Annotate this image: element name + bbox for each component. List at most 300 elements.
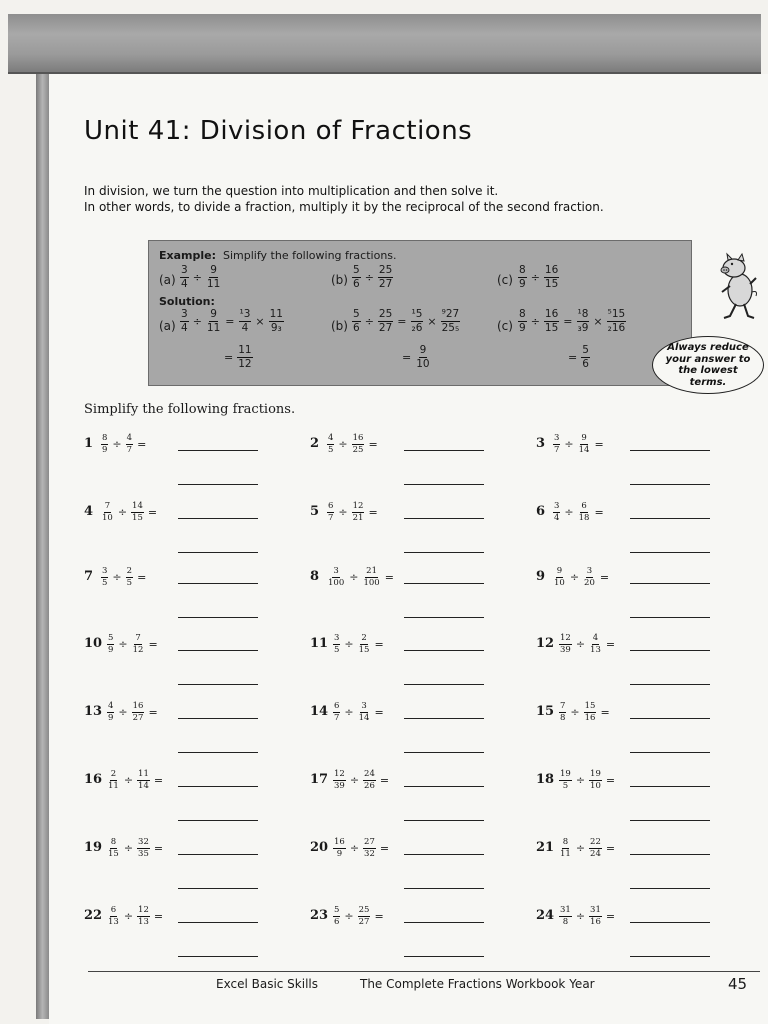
denominator: 4 [181, 277, 188, 290]
fraction [577, 309, 590, 333]
fraction [352, 309, 361, 333]
equals-sign: = [374, 705, 384, 719]
divide-sign: ÷ [123, 773, 134, 787]
question-1 [84, 433, 284, 473]
working-line[interactable] [178, 752, 258, 753]
denominator: 39 [560, 644, 571, 655]
denominator: 9 [102, 444, 108, 455]
times-sign: × [255, 314, 265, 328]
dividend-fraction [107, 770, 120, 790]
divisor-fraction [132, 702, 145, 722]
divisor-fraction [584, 702, 597, 722]
equals-sign: = [368, 505, 378, 519]
question-8 [310, 566, 510, 606]
denominator: 20 [584, 577, 595, 588]
divisor-fraction [132, 634, 145, 654]
dividend-fraction [101, 434, 108, 454]
answer-line[interactable] [404, 518, 484, 519]
question-17 [310, 769, 510, 809]
working-line[interactable] [178, 956, 258, 957]
equals-sign: = [224, 350, 234, 364]
numerator: 2 [126, 566, 133, 576]
answer-line[interactable] [630, 650, 710, 651]
divide-sign: ÷ [349, 570, 359, 584]
dividend-fraction [101, 567, 108, 587]
dividend-fraction [101, 502, 114, 522]
equals-sign: = [374, 909, 384, 923]
working-line[interactable] [178, 484, 258, 485]
dividend-fraction [107, 702, 114, 722]
equals-sign: = [605, 637, 616, 651]
equals-sign: = [153, 841, 164, 855]
dividend-fraction [553, 434, 560, 454]
numerator: 11 [269, 308, 283, 320]
divide-sign: ÷ [569, 570, 580, 584]
answer-line[interactable] [178, 583, 258, 584]
denominator: 27 [358, 916, 370, 927]
answer-line[interactable] [630, 583, 710, 584]
dividend-fraction [559, 906, 572, 926]
answer-line[interactable] [178, 854, 258, 855]
divisor-fraction [126, 434, 133, 454]
question-number: 15 [536, 704, 555, 719]
numerator: 9 [556, 566, 563, 576]
working-line[interactable] [178, 617, 258, 618]
divide-sign: ÷ [112, 570, 122, 584]
divide-sign: ÷ [564, 437, 574, 451]
question-23 [310, 905, 510, 945]
solution-tag-b: (b) [331, 319, 348, 333]
fraction [206, 309, 221, 333]
numerator: 3 [554, 501, 560, 511]
numerator: 3 [586, 566, 593, 576]
dividend-fraction [107, 634, 114, 654]
numerator: 25 [378, 308, 393, 320]
denominator: 9₃ [270, 321, 282, 334]
denominator: 9 [336, 848, 343, 859]
answer-line[interactable] [404, 583, 484, 584]
question-number: 16 [84, 772, 103, 787]
working-line[interactable] [178, 552, 258, 553]
question-number: 9 [536, 569, 546, 584]
divisor-fraction [352, 502, 365, 522]
times-sign: × [593, 314, 603, 328]
denominator: 10 [590, 780, 601, 791]
denominator: 6 [334, 916, 340, 927]
example-tag-a: (a) [159, 273, 176, 287]
divide-sign: ÷ [344, 909, 354, 923]
answer-line[interactable] [630, 854, 710, 855]
equals-sign: = [137, 570, 147, 584]
answer-line[interactable] [178, 922, 258, 923]
dividend-fraction [107, 838, 120, 858]
equals-sign: = [374, 637, 384, 651]
dividend-fraction [333, 906, 340, 926]
question-expression [332, 701, 387, 723]
divisor-fraction [352, 434, 365, 454]
denominator: 5 [102, 577, 108, 588]
answer-line[interactable] [630, 450, 710, 451]
fraction [180, 265, 189, 289]
example-question-a [179, 265, 222, 289]
working-line[interactable] [178, 888, 258, 889]
divide-sign: ÷ [123, 841, 134, 855]
equals-sign: = [148, 637, 158, 651]
denominator: 4 [554, 512, 560, 523]
dividend-fraction [327, 567, 345, 587]
question-number: 17 [310, 772, 329, 787]
unit-title: Unit 41: Division of Fractions [84, 116, 473, 146]
denominator: 7 [126, 444, 133, 455]
numerator: 9 [581, 433, 587, 443]
denominator: 14 [138, 780, 149, 791]
numerator: 9 [210, 308, 217, 320]
dividend-fraction [333, 634, 340, 654]
divide-sign: ÷ [192, 270, 202, 284]
question-15 [536, 701, 736, 741]
denominator: 15 [108, 848, 119, 859]
answer-line[interactable] [178, 518, 258, 519]
denominator: ₂16 [607, 321, 626, 334]
numerator: 2 [361, 633, 367, 643]
divisor-fraction [126, 567, 133, 587]
question-2 [310, 433, 510, 473]
divide-sign: ÷ [117, 505, 128, 519]
working-line[interactable] [178, 684, 258, 685]
equals-sign: = [147, 505, 158, 519]
working-line[interactable] [404, 888, 484, 889]
equals-sign: = [368, 437, 378, 451]
denominator: ₃9 [577, 321, 589, 334]
equals-sign: = [594, 505, 604, 519]
question-expression [100, 501, 160, 523]
numerator: 8 [519, 308, 526, 320]
example-instruction: Simplify the following fractions. [223, 249, 397, 262]
answer-line[interactable] [404, 718, 484, 719]
divisor-fraction [137, 838, 150, 858]
fraction [180, 309, 189, 333]
equals-sign: = [148, 705, 158, 719]
numerator: 6 [334, 701, 340, 711]
question-expression [558, 905, 618, 927]
numerator: 5 [353, 308, 360, 320]
answer-line[interactable] [178, 650, 258, 651]
denominator: 13 [138, 916, 149, 927]
numerator: 8 [562, 837, 569, 847]
denominator: 11 [206, 321, 221, 334]
example-answer-b [399, 345, 432, 369]
divisor-fraction [137, 906, 150, 926]
denominator: 4 [181, 321, 188, 334]
denominator: 100 [363, 577, 380, 588]
denominator: 4 [241, 321, 249, 334]
question-number: 7 [84, 569, 94, 584]
answer-line[interactable] [630, 922, 710, 923]
fraction [544, 265, 559, 289]
question-19 [84, 837, 284, 877]
working-line[interactable] [404, 484, 484, 485]
denominator: 6 [353, 277, 360, 290]
numerator: 8 [519, 264, 526, 276]
question-21 [536, 837, 736, 877]
numerator: 31 [560, 905, 571, 915]
working-line[interactable] [630, 617, 710, 618]
denominator: 35 [138, 848, 149, 859]
answer-line[interactable] [630, 718, 710, 719]
answer-line[interactable] [404, 922, 484, 923]
question-number: 13 [84, 704, 103, 719]
question-number: 22 [84, 908, 103, 923]
equals-sign: = [568, 350, 578, 364]
question-number: 18 [536, 772, 555, 787]
question-expression [100, 566, 149, 588]
denominator: 10 [102, 512, 113, 523]
answer-line[interactable] [404, 650, 484, 651]
divisor-fraction [363, 770, 376, 790]
denominator: 9 [519, 277, 526, 290]
numerator: 4 [126, 433, 133, 443]
answer-line[interactable] [178, 450, 258, 451]
fraction [378, 309, 393, 333]
divisor-fraction [363, 838, 376, 858]
solution-tag-c: (c) [497, 319, 513, 333]
numerator: 25 [358, 905, 370, 915]
answer-line[interactable] [630, 786, 710, 787]
divide-sign: ÷ [364, 270, 374, 284]
numerator: ⁹27 [441, 308, 460, 320]
footer-rule [88, 971, 760, 972]
denominator: 10 [416, 357, 430, 370]
example-solution-c [517, 309, 627, 333]
numerator: 4 [328, 433, 334, 443]
dividend-fraction [553, 567, 566, 587]
fraction [269, 309, 284, 333]
fraction [206, 265, 221, 289]
numerator: 9 [210, 264, 217, 276]
numerator: 5 [108, 633, 114, 643]
numerator: 7 [135, 633, 141, 643]
denominator: 9 [108, 644, 114, 655]
tip-bubble [652, 336, 764, 394]
denominator: 7 [328, 512, 334, 523]
working-line[interactable] [404, 820, 484, 821]
answer-line[interactable] [404, 854, 484, 855]
divide-sign: ÷ [123, 909, 134, 923]
question-3 [536, 433, 736, 473]
denominator: 12 [132, 644, 144, 655]
denominator: 6 [353, 321, 360, 334]
denominator: 15 [544, 321, 559, 334]
numerator: 32 [138, 837, 149, 847]
numerator: 3 [102, 566, 108, 576]
divisor-fraction [362, 567, 380, 587]
working-line[interactable] [404, 956, 484, 957]
denominator: 25 [352, 444, 364, 455]
book-spine-shadow [36, 74, 49, 1019]
question-number: 23 [310, 908, 329, 923]
numerator: 3 [334, 633, 340, 643]
equals-sign: = [137, 437, 147, 451]
question-11 [310, 633, 510, 673]
equals-sign: = [600, 705, 610, 719]
fraction [415, 345, 430, 369]
fraction [239, 309, 252, 333]
example-answer-a [221, 345, 254, 369]
question-number: 10 [84, 636, 103, 651]
numerator: 6 [110, 905, 117, 915]
fraction [352, 265, 361, 289]
numerator: 3 [554, 433, 560, 443]
divisor-fraction [589, 634, 602, 654]
divide-sign: ÷ [570, 705, 580, 719]
divisor-fraction [589, 770, 602, 790]
denominator: 25₅ [441, 321, 460, 334]
question-expression [558, 769, 618, 791]
working-line[interactable] [630, 484, 710, 485]
example-question-c [517, 265, 560, 289]
divisor-fraction [137, 770, 150, 790]
page-background [49, 74, 768, 1024]
denominator: 15 [544, 277, 559, 290]
footer-book-title: The Complete Fractions Workbook Year [360, 977, 595, 991]
denominator: 12 [238, 357, 252, 370]
working-line[interactable] [178, 820, 258, 821]
denominator: 14 [358, 712, 370, 723]
divide-sign: ÷ [118, 705, 128, 719]
equals-sign: = [397, 314, 407, 328]
question-13 [84, 701, 284, 741]
denominator: 5 [334, 644, 340, 655]
question-number: 24 [536, 908, 555, 923]
working-line[interactable] [404, 752, 484, 753]
numerator: 6 [328, 501, 334, 511]
dividend-fraction [107, 906, 120, 926]
equals-sign: = [225, 314, 235, 328]
divisor-fraction [358, 906, 371, 926]
dividend-fraction [553, 502, 560, 522]
question-number: 5 [310, 504, 320, 519]
divisor-fraction [131, 502, 144, 522]
denominator: 7 [554, 444, 560, 455]
answer-line[interactable] [178, 718, 258, 719]
question-expression [552, 566, 612, 588]
working-line[interactable] [630, 752, 710, 753]
question-expression [106, 837, 166, 859]
numerator: 7 [104, 501, 111, 511]
equals-sign: = [402, 350, 412, 364]
denominator: ₂6 [411, 321, 423, 334]
numerator: 16 [132, 701, 144, 711]
fraction [581, 345, 590, 369]
numerator: 3 [333, 566, 339, 576]
fraction [237, 345, 252, 369]
tip-text: Always reduce your answer to the lowest terms. [665, 342, 751, 388]
answer-line[interactable] [404, 786, 484, 787]
divide-sign: ÷ [192, 314, 202, 328]
numerator: 11 [138, 769, 149, 779]
divide-sign: ÷ [575, 637, 586, 651]
numerator: 3 [181, 264, 188, 276]
question-12 [536, 633, 736, 673]
numerator: 9 [419, 344, 427, 356]
numerator: ¹8 [577, 308, 589, 320]
denominator: 13 [590, 644, 601, 655]
denominator: 21 [352, 512, 364, 523]
answer-line[interactable] [178, 786, 258, 787]
denominator: 16 [590, 916, 601, 927]
answer-line[interactable] [404, 450, 484, 451]
answer-line[interactable] [630, 518, 710, 519]
question-20 [310, 837, 510, 877]
numerator: 16 [544, 264, 559, 276]
numerator: 19 [560, 769, 571, 779]
question-5 [310, 501, 510, 541]
divisor-fraction [589, 906, 602, 926]
question-expression [552, 501, 607, 523]
intro-line-2: In other words, to divide a fraction, multiply it by the reciprocal of the second fraction. [84, 200, 604, 214]
numerator: 21 [366, 566, 377, 576]
working-line[interactable] [404, 552, 484, 553]
dividend-fraction [327, 502, 334, 522]
denominator: 14 [578, 444, 590, 455]
working-line[interactable] [630, 820, 710, 821]
question-number: 6 [536, 504, 546, 519]
numerator: 5 [334, 905, 340, 915]
working-line[interactable] [630, 956, 710, 957]
divisor-fraction [578, 502, 591, 522]
question-expression [332, 769, 392, 791]
numerator: 14 [132, 501, 143, 511]
divide-sign: ÷ [112, 437, 122, 451]
example-answer-c [565, 345, 591, 369]
working-line[interactable] [630, 552, 710, 553]
question-expression [106, 905, 166, 927]
equals-sign: = [594, 437, 604, 451]
divide-sign: ÷ [575, 773, 586, 787]
numerator: ¹3 [239, 308, 251, 320]
dividend-fraction [559, 702, 566, 722]
denominator: 24 [590, 848, 601, 859]
dividend-fraction [559, 634, 572, 654]
question-4 [84, 501, 284, 541]
question-6 [536, 501, 736, 541]
denominator: 15 [358, 644, 370, 655]
denominator: 5 [126, 577, 133, 588]
working-line[interactable] [630, 888, 710, 889]
example-tag-c: (c) [497, 273, 513, 287]
equals-sign: = [563, 314, 573, 328]
numerator: 16 [334, 837, 345, 847]
numerator: ⁵15 [607, 308, 626, 320]
question-expression [106, 769, 166, 791]
question-expression [326, 566, 397, 588]
numerator: 12 [352, 501, 364, 511]
question-expression [326, 501, 381, 523]
question-number: 12 [536, 636, 555, 651]
dividend-fraction [333, 702, 340, 722]
pig-mascot-icon [714, 252, 762, 324]
dividend-fraction [327, 434, 334, 454]
working-line[interactable] [630, 684, 710, 685]
working-line[interactable] [404, 617, 484, 618]
question-expression [106, 633, 161, 655]
divide-sign: ÷ [564, 505, 574, 519]
equals-sign: = [605, 773, 616, 787]
numerator: 7 [560, 701, 566, 711]
dividend-fraction [559, 838, 572, 858]
working-line[interactable] [404, 684, 484, 685]
divide-sign: ÷ [575, 909, 586, 923]
